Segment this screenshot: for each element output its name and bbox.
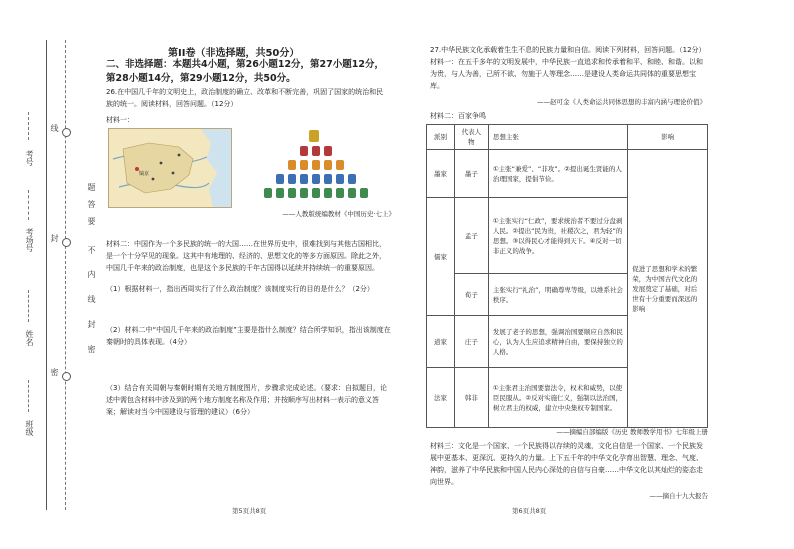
cell-person: 韩非 bbox=[454, 368, 488, 428]
section-heading: 二、非选择题：本题共4小题，第26小题12分，第27小题12分，第28小题14分，第29小题12分，共50分。 bbox=[106, 59, 384, 84]
material3-text: 材料三：文化是一个国家、一个民族得以存续的灵魂，文化自信是一个国家、一个民族发展中更基本、更深沉、更持久的力量。上下五千年的中华文化孕育出智慧、理念、气度、神韵，滋养了中华民族和中国人民内心深处的自信与自豪……中华文化以其灿烂的姿态走向世界。 bbox=[430, 442, 703, 486]
cell-idea: ①主张实行“仁政”，要求统治者不要过分盘剥人民。②提出“民为贵，社稷次之，君为轻”的思想。③以得民心才能得到天下。④反对一切非正义的战争。 bbox=[488, 198, 627, 274]
cell-school: 儒家 bbox=[427, 198, 455, 316]
table-row bbox=[427, 150, 708, 198]
label-exam-room: 考场号 bbox=[25, 228, 34, 252]
hundred-schools-table bbox=[426, 124, 708, 428]
fill-line bbox=[28, 112, 29, 140]
fill-line bbox=[28, 380, 29, 412]
cell-school: 墨家 bbox=[427, 150, 455, 198]
section-title: 第II卷（非选择题，共50分） bbox=[168, 48, 300, 59]
table-header: 思想主张 bbox=[488, 125, 627, 150]
map-label-haojing: 镐京 bbox=[139, 171, 150, 177]
seal-char: 内 bbox=[87, 270, 96, 278]
cell-idea: ①主张“兼爱”、“非攻”。②提出诞生贤能的人治理国家，提倡节俭。 bbox=[488, 150, 627, 198]
cell-person: 孟子 bbox=[454, 198, 488, 274]
page-left bbox=[100, 0, 400, 549]
material1-source: ——赵可金《人类命运共同体思想的丰富内涵与理论价值》 bbox=[537, 98, 706, 106]
binding-hole bbox=[62, 238, 71, 247]
pyramid-figures bbox=[240, 128, 390, 210]
seal-char: 题 bbox=[87, 183, 96, 191]
cell-person: 荀子 bbox=[454, 274, 488, 316]
label-name: 姓名 bbox=[25, 330, 34, 346]
label-class: 班级 bbox=[25, 420, 34, 436]
page-number-left: 第5页共8页 bbox=[232, 507, 267, 515]
page-number-right: 第6页共8页 bbox=[512, 507, 547, 515]
cell-person: 墨子 bbox=[454, 150, 488, 198]
binding-dashed-line bbox=[65, 40, 66, 510]
table-source: ——摘编自部编版《历史 教师教学用书》七年级上册 bbox=[556, 428, 708, 436]
seal-char: 要 bbox=[87, 217, 96, 225]
question-3: （3）结合有关周朝与秦朝时期有关地方制度图片，步骤求完成论述。（要求：自拟题目，论述中需包含材料中涉及到的两个地方制度名称及作用；并按顺序写出材料一表示的意义答案；解读对当今中国建设与管理的建议）（6分） bbox=[106, 384, 387, 416]
seal-char: 封 bbox=[87, 320, 96, 328]
cell-influence: 促进了思想和学术的繁荣，为中国古代文化的发展奠定了基础，对后世有十分重要而深远的影响 bbox=[628, 150, 708, 428]
western-zhou-map bbox=[108, 128, 232, 208]
material1-label: 材料一： bbox=[106, 116, 134, 124]
material2-label: 材料二：百家争鸣 bbox=[430, 112, 486, 120]
table-header: 代表人物 bbox=[454, 125, 488, 150]
seal-char: 密 bbox=[87, 345, 96, 353]
cell-person: 庄子 bbox=[454, 316, 488, 368]
side-char: 封 bbox=[50, 234, 59, 242]
material1-text: 材料一：在五千多年的文明发展中，中华民族一直追求和传承着和平、和睦、和谐。以和为贵，与人为善，己所不欲、勿施于人等理念……是建设人类命运共同体的重要思想宝库。 bbox=[430, 58, 703, 90]
binding-solid-line bbox=[46, 40, 47, 510]
cell-idea: ①主张君主治国要靠法令，权术和威势，以使臣民服从。②反对实施仁义，强制以法治国，树立君主的权威，建立中央集权专制国家。 bbox=[488, 368, 627, 428]
map-graphic bbox=[109, 129, 231, 207]
enfeoffment-pyramid bbox=[240, 128, 390, 210]
fill-line bbox=[28, 190, 29, 220]
side-char: 线 bbox=[50, 124, 59, 132]
seal-char: 不 bbox=[87, 246, 96, 254]
question-1: （1）根据材料一，指出西周实行了什么政治制度？该制度实行的目的是什么？（2分） bbox=[106, 285, 374, 293]
cell-idea: 主张实行“礼治”，明确尊卑等级，以维系社会秩序。 bbox=[488, 274, 627, 316]
table-header: 影响 bbox=[628, 125, 708, 150]
material3-source: ——摘自十九大报告 bbox=[649, 492, 708, 500]
q26-intro: 26.在中国几千年的文明史上，政治制度的确立、改革和不断完善，巩固了国家的统治和民族的统一。阅读材料，回答问题。（12分） bbox=[106, 88, 384, 108]
cell-idea: 发展了老子的思想，强调治国要顺应自然和民心，认为人生应追求精神自由，要保持独立的人格。 bbox=[488, 316, 627, 368]
binding-hole bbox=[62, 128, 71, 137]
fill-line bbox=[28, 290, 29, 322]
material2: 材料二：中国作为一个多民族的统一的大国……在世界历史中，很难找到与其他古国相比，是一个十分罕见的现象。这其中有地理的、经济的、思想文化的等多方面原因。除此之外，中国几千年来的政治制度，也是这个多民族的千年古国得以延续并持续统一的重要原因。 bbox=[106, 240, 386, 272]
cell-school: 法家 bbox=[427, 368, 455, 428]
figure-caption: ——人教版统编教材《中国历史·七上》 bbox=[282, 210, 395, 218]
binding-hole bbox=[62, 372, 71, 381]
cell-school: 道家 bbox=[427, 316, 455, 368]
seal-char: 线 bbox=[87, 295, 96, 303]
binding-margin bbox=[0, 0, 100, 549]
q27-intro: 27.中华民族文化承载着生生不息的民族力量和自信。阅读下列材料，回答问题。（12分） bbox=[430, 46, 706, 54]
table-header: 派别 bbox=[427, 125, 455, 150]
page-right bbox=[426, 0, 706, 549]
question-2: （2）材料二中“中国几千年来的政治制度”主要是指什么制度？结合所学知识，指出该制度在秦朝时的具体表现。（4分） bbox=[106, 326, 391, 346]
label-exam-number: 考号 bbox=[25, 150, 34, 166]
seal-char: 答 bbox=[87, 200, 96, 208]
side-char: 密 bbox=[50, 368, 59, 376]
